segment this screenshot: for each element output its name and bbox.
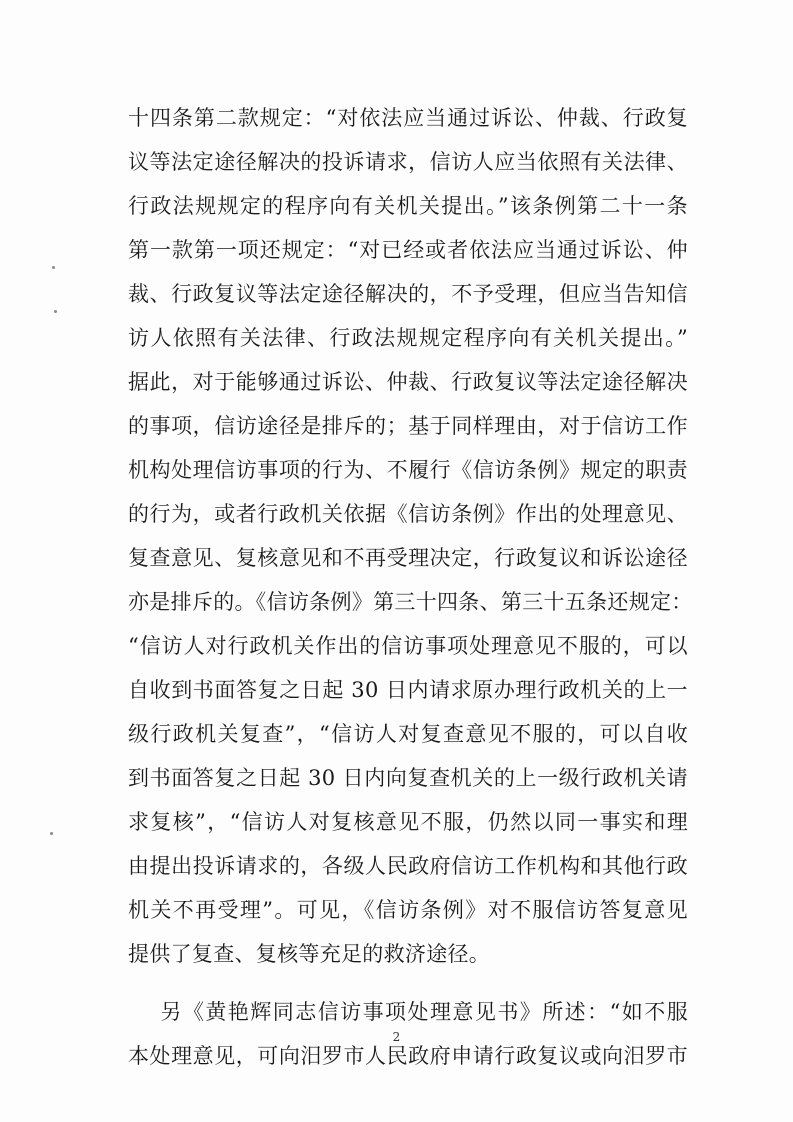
scan-speck — [50, 832, 53, 835]
paragraph-gap — [128, 976, 688, 990]
text-line: “信访人对行政机关作出的信访事项处理意见不服的，可以 — [128, 634, 688, 658]
document-body — [128, 96, 693, 1078]
text-line: 的行为，或者行政机关依据《信访条例》作出的处理意见、 — [128, 502, 688, 526]
text-line: 行政法规规定的程序向有关机关提出。”该条例第二十一条 — [128, 194, 688, 218]
text-line: 十四条第二款规定：“对依法应当通过诉讼、仲裁、行政复 — [128, 106, 688, 130]
scan-speck — [54, 310, 57, 313]
text-line: 级行政机关复查”，“信访人对复查意见不服的，可以自收 — [128, 722, 688, 746]
text-line: 访人依照有关法律、行政法规规定程序向有关机关提出。” — [128, 326, 688, 350]
text-line: 本处理意见，可向汨罗市人民政府申请行政复议或向汨罗市 — [128, 1044, 688, 1068]
text-line: 复查意见、复核意见和不再受理决定，行政复议和诉讼途径 — [128, 546, 688, 570]
text-line: 第一款第一项还规定：“对已经或者依法应当通过诉讼、仲 — [128, 238, 688, 262]
text-line: 另《黄艳辉同志信访事项处理意见书》所述：“如不服 — [128, 1000, 688, 1024]
text-line: 的事项，信访途径是排斥的；基于同样理由，对于信访工作 — [128, 414, 688, 438]
scan-speck — [52, 266, 55, 269]
text-line: 裁、行政复议等法定途径解决的，不予受理，但应当告知信 — [128, 282, 688, 306]
text-line: 亦是排斥的。《信访条例》第三十四条、第三十五条还规定： — [128, 590, 693, 614]
text-line: 自收到书面答复之日起 30 日内请求原办理行政机关的上一 — [128, 678, 688, 702]
text-line: 据此，对于能够通过诉讼、仲裁、行政复议等法定途径解决 — [128, 370, 688, 394]
page-number: 2 — [392, 1030, 401, 1044]
text-line: 到书面答复之日起 30 日内向复查机关的上一级行政机关请 — [128, 766, 688, 790]
text-line: 机关不再受理”。可见，《信访条例》对不服信访答复意见 — [128, 898, 688, 922]
text-line: 提供了复查、复核等充足的救济途径。 — [128, 942, 491, 966]
text-line: 机构处理信访事项的行为、不履行《信访条例》规定的职责 — [128, 458, 688, 482]
text-line: 议等法定途径解决的投诉请求，信访人应当依照有关法律、 — [128, 150, 688, 174]
text-line: 求复核”，“信访人对复核意见不服，仍然以同一事实和理 — [128, 810, 688, 834]
text-line: 由提出投诉请求的，各级人民政府信访工作机构和其他行政 — [128, 854, 688, 878]
